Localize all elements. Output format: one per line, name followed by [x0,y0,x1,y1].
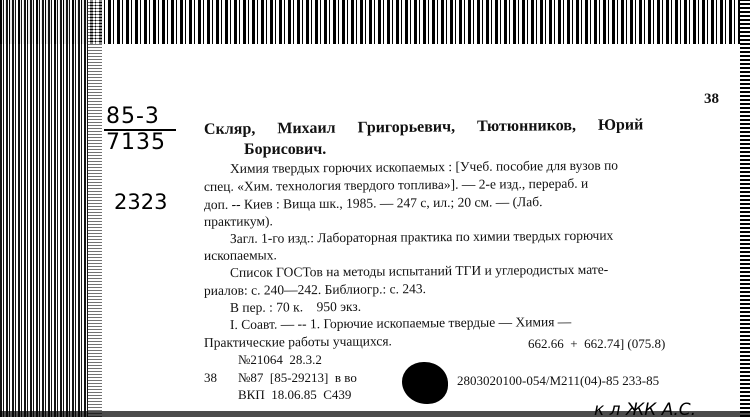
handwritten-inventory-number: 2323 [114,190,168,214]
scan-noise-right [740,0,750,417]
catalog-code: 2803020100-054/М211(04)-85 233-85 [457,373,660,388]
card-reference: №87 [85-29213] в во [238,370,357,385]
handwritten-call-number-top: 85-3 [106,104,160,129]
record-line: доп. -- Киев : Вища шк., 1985. — 247 с, ил.; 20 см. — (Лаб. [203,194,543,212]
classification-index: 662.66 + 662.74] (075.8) [528,336,666,351]
handwritten-signature: к л ЖК А.С. [594,400,697,420]
record-line: ископаемых. [203,247,277,263]
record-line: спец. «Хим. технология твердого топлива»]. — 2-е изд., перераб. и [203,175,589,194]
ink-blot [402,362,448,404]
record-line: риалов: с. 240—242. Библиогр.: с. 243. [203,281,427,298]
scan-noise-left-edge [88,0,102,417]
order-number: №21064 28.3.2 [238,352,322,367]
author-line-2: Борисович. [244,141,327,158]
record-line: Список ГОСТов на методы испытаний ТГИ и углеродистых мате- [229,261,609,280]
record-line: практикум). [203,213,273,229]
card-prefix: 38 [204,370,217,385]
record-line: Загл. 1-го изд.: Лабораторная практика по химии твердых горючих [229,227,614,246]
record-line: Химия твердых горючих ископаемых : [Учеб. пособие для вузов по [229,157,619,176]
record-line: В пер. : 70 к. 950 экз. [229,298,362,315]
vkp-line: ВКП 18.06.85 С439 [238,387,352,402]
author-line-1: Скляр, Михаил Григорьевич, Тютюнников, Юрий [203,116,644,138]
page-number: 38 [704,91,719,107]
record-line: I. Соавт. — -- 1. Горючие ископаемые твердые — Химия — [229,314,572,332]
scan-noise-top [0,0,750,44]
handwritten-call-number-bottom: 7135 [106,130,166,155]
record-line: Практические работы учащихся. [203,333,392,350]
scan-noise-left [0,0,88,417]
